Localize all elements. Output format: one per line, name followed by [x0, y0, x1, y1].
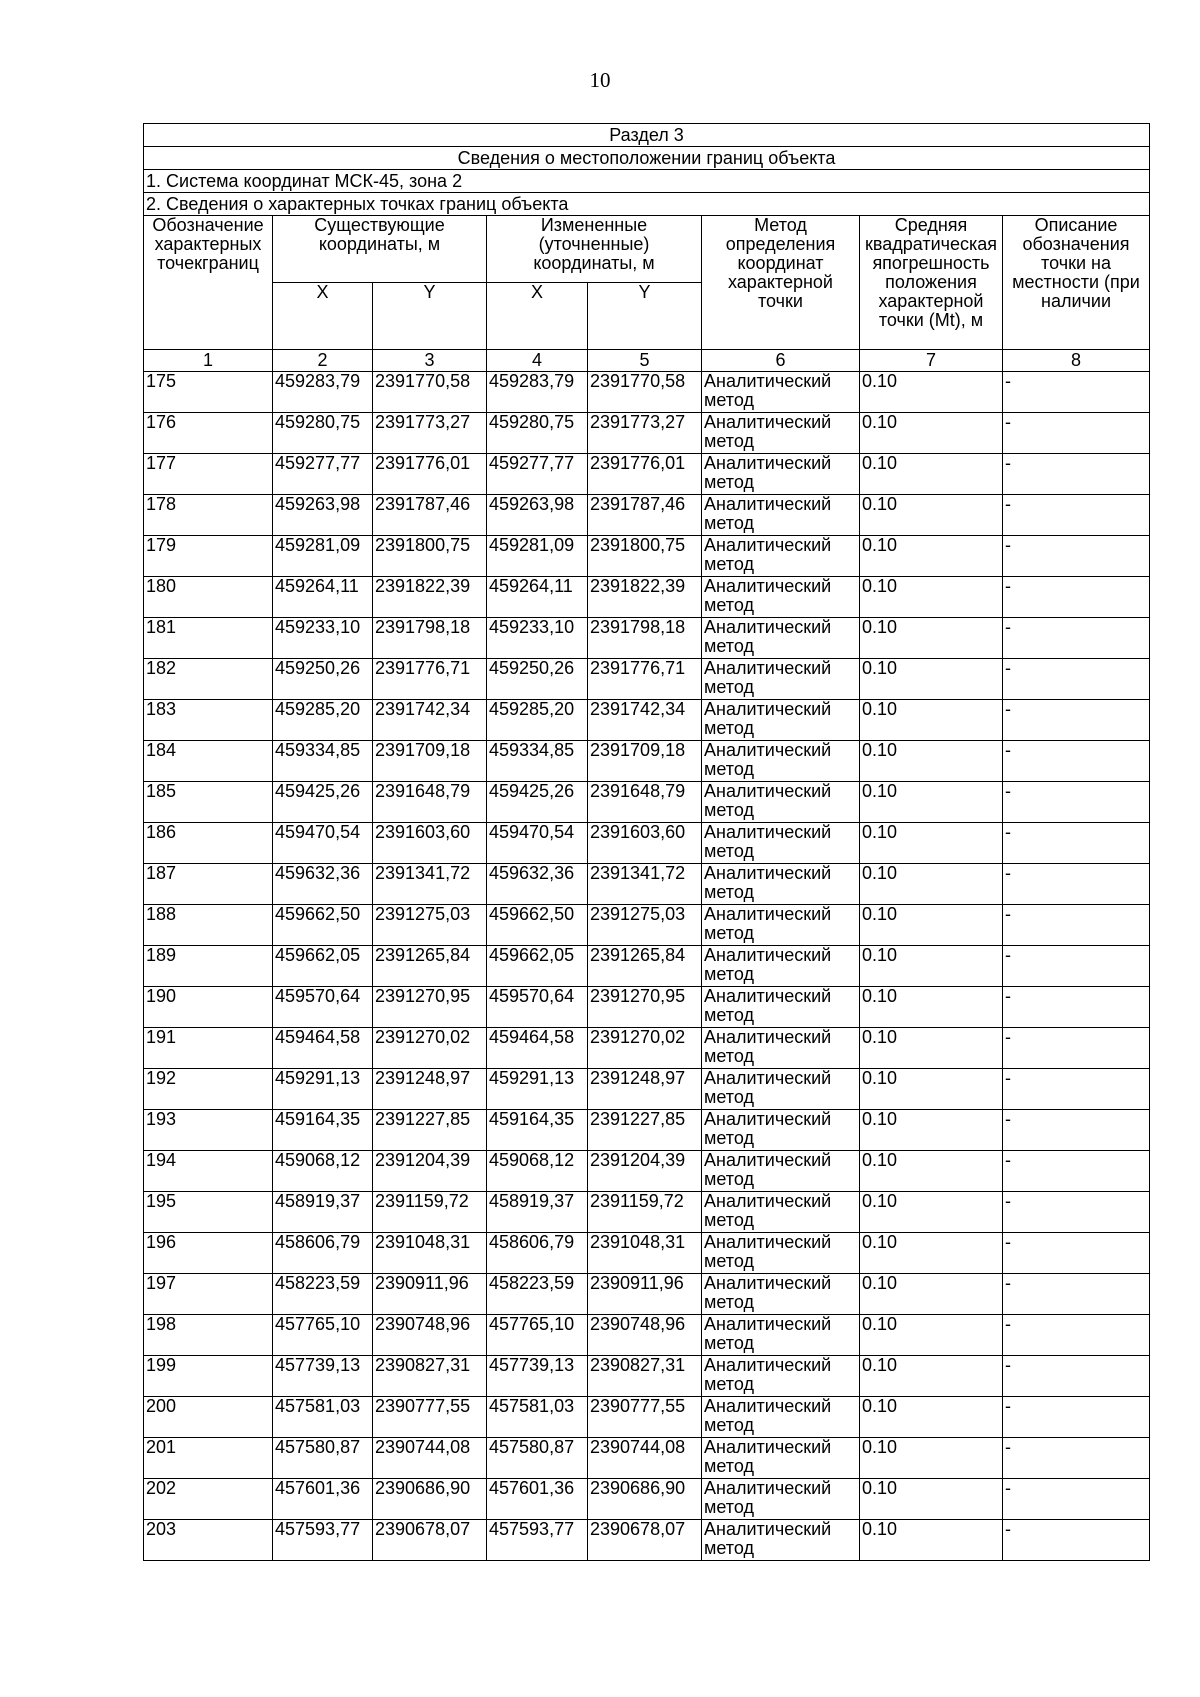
cell-mean-error: 0.10 — [860, 782, 1003, 823]
cell-point-id: 177 — [144, 454, 273, 495]
cell-existing-y: 2391776,01 — [373, 454, 487, 495]
cell-changed-y: 2391770,58 — [588, 372, 702, 413]
cell-method: Аналитический метод — [702, 1274, 860, 1315]
cell-point-id: 195 — [144, 1192, 273, 1233]
cell-mean-error: 0.10 — [860, 864, 1003, 905]
cell-mean-error: 0.10 — [860, 618, 1003, 659]
cell-existing-y: 2390678,07 — [373, 1520, 487, 1561]
cell-changed-x: 459334,85 — [487, 741, 588, 782]
table-row — [144, 1397, 1150, 1438]
cell-existing-y: 2391773,27 — [373, 413, 487, 454]
cell-changed-x: 459632,36 — [487, 864, 588, 905]
cell-changed-y: 2391270,95 — [588, 987, 702, 1028]
table-row — [144, 864, 1150, 905]
cell-existing-x: 459263,98 — [273, 495, 373, 536]
cell-point-id: 176 — [144, 413, 273, 454]
cell-changed-y: 2391270,02 — [588, 1028, 702, 1069]
cell-description: - — [1003, 1069, 1150, 1110]
cell-mean-error: 0.10 — [860, 946, 1003, 987]
cell-point-id: 194 — [144, 1151, 273, 1192]
header-y-changed: Y — [588, 283, 702, 350]
cell-description: - — [1003, 782, 1150, 823]
cell-mean-error: 0.10 — [860, 372, 1003, 413]
cell-existing-y: 2391800,75 — [373, 536, 487, 577]
cell-method: Аналитический метод — [702, 1151, 860, 1192]
column-number: 6 — [702, 350, 860, 372]
cell-existing-y: 2391822,39 — [373, 577, 487, 618]
cell-method: Аналитический метод — [702, 1110, 860, 1151]
cell-point-id: 199 — [144, 1356, 273, 1397]
table-row — [144, 454, 1150, 495]
table-row — [144, 987, 1150, 1028]
cell-description: - — [1003, 454, 1150, 495]
header-existing: Существующие координаты, м — [273, 216, 487, 283]
cell-changed-y: 2391159,72 — [588, 1192, 702, 1233]
cell-changed-x: 459281,09 — [487, 536, 588, 577]
cell-existing-x: 459283,79 — [273, 372, 373, 413]
cell-existing-y: 2391742,34 — [373, 700, 487, 741]
cell-existing-x: 459570,64 — [273, 987, 373, 1028]
cell-changed-y: 2391204,39 — [588, 1151, 702, 1192]
cell-changed-y: 2391265,84 — [588, 946, 702, 987]
cell-existing-y: 2391603,60 — [373, 823, 487, 864]
cell-method: Аналитический метод — [702, 1356, 860, 1397]
cell-mean-error: 0.10 — [860, 413, 1003, 454]
cell-changed-y: 2391800,75 — [588, 536, 702, 577]
cell-changed-y: 2391227,85 — [588, 1110, 702, 1151]
cell-changed-x: 459283,79 — [487, 372, 588, 413]
cell-point-id: 181 — [144, 618, 273, 659]
cell-description: - — [1003, 536, 1150, 577]
table-row — [144, 700, 1150, 741]
cell-point-id: 175 — [144, 372, 273, 413]
cell-mean-error: 0.10 — [860, 659, 1003, 700]
cell-point-id: 178 — [144, 495, 273, 536]
cell-existing-x: 457580,87 — [273, 1438, 373, 1479]
cell-changed-x: 459280,75 — [487, 413, 588, 454]
cell-method: Аналитический метод — [702, 413, 860, 454]
cell-changed-x: 458223,59 — [487, 1274, 588, 1315]
cell-changed-x: 457593,77 — [487, 1520, 588, 1561]
cell-method: Аналитический метод — [702, 536, 860, 577]
cell-existing-x: 459281,09 — [273, 536, 373, 577]
cell-existing-y: 2391227,85 — [373, 1110, 487, 1151]
column-number: 5 — [588, 350, 702, 372]
table-row — [144, 946, 1150, 987]
cell-changed-x: 459425,26 — [487, 782, 588, 823]
cell-method: Аналитический метод — [702, 1192, 860, 1233]
cell-description: - — [1003, 1274, 1150, 1315]
cell-method: Аналитический метод — [702, 372, 860, 413]
table-row — [144, 905, 1150, 946]
cell-description: - — [1003, 1192, 1150, 1233]
cell-changed-x: 459277,77 — [487, 454, 588, 495]
cell-description: - — [1003, 1233, 1150, 1274]
header-x-existing: X — [273, 283, 373, 350]
cell-existing-x: 457765,10 — [273, 1315, 373, 1356]
table-row — [144, 1520, 1150, 1561]
cell-existing-x: 459164,35 — [273, 1110, 373, 1151]
cell-method: Аналитический метод — [702, 1315, 860, 1356]
cell-method: Аналитический метод — [702, 618, 860, 659]
cell-existing-y: 2391275,03 — [373, 905, 487, 946]
cell-mean-error: 0.10 — [860, 1356, 1003, 1397]
cell-mean-error: 0.10 — [860, 1397, 1003, 1438]
cell-mean-error: 0.10 — [860, 536, 1003, 577]
cell-changed-y: 2390744,08 — [588, 1438, 702, 1479]
cell-description: - — [1003, 659, 1150, 700]
cell-method: Аналитический метод — [702, 823, 860, 864]
cell-existing-x: 459334,85 — [273, 741, 373, 782]
cell-method: Аналитический метод — [702, 700, 860, 741]
cell-mean-error: 0.10 — [860, 987, 1003, 1028]
cell-existing-x: 459425,26 — [273, 782, 373, 823]
cell-mean-error: 0.10 — [860, 823, 1003, 864]
column-number: 8 — [1003, 350, 1150, 372]
cell-existing-y: 2390911,96 — [373, 1274, 487, 1315]
cell-changed-y: 2391787,46 — [588, 495, 702, 536]
cell-changed-y: 2390748,96 — [588, 1315, 702, 1356]
cell-mean-error: 0.10 — [860, 905, 1003, 946]
cell-existing-y: 2391709,18 — [373, 741, 487, 782]
cell-changed-y: 2390678,07 — [588, 1520, 702, 1561]
cell-existing-y: 2391648,79 — [373, 782, 487, 823]
cell-point-id: 201 — [144, 1438, 273, 1479]
cell-point-id: 186 — [144, 823, 273, 864]
table-row — [144, 1069, 1150, 1110]
cell-changed-x: 457765,10 — [487, 1315, 588, 1356]
cell-existing-x: 457601,36 — [273, 1479, 373, 1520]
cell-description: - — [1003, 495, 1150, 536]
cell-changed-x: 459263,98 — [487, 495, 588, 536]
table-row — [144, 782, 1150, 823]
cell-changed-x: 459662,50 — [487, 905, 588, 946]
cell-mean-error: 0.10 — [860, 1438, 1003, 1479]
column-number: 7 — [860, 350, 1003, 372]
column-numbers-row — [144, 350, 1150, 372]
table-row — [144, 1151, 1150, 1192]
cell-mean-error: 0.10 — [860, 1479, 1003, 1520]
cell-point-id: 179 — [144, 536, 273, 577]
cell-existing-y: 2390748,96 — [373, 1315, 487, 1356]
cell-changed-x: 459470,54 — [487, 823, 588, 864]
table-row — [144, 372, 1150, 413]
cell-point-id: 197 — [144, 1274, 273, 1315]
cell-changed-x: 457601,36 — [487, 1479, 588, 1520]
cell-existing-y: 2390686,90 — [373, 1479, 487, 1520]
cell-description: - — [1003, 1479, 1150, 1520]
cell-method: Аналитический метод — [702, 741, 860, 782]
column-number: 1 — [144, 350, 273, 372]
cell-description: - — [1003, 987, 1150, 1028]
table-row — [144, 1028, 1150, 1069]
table-row — [144, 741, 1150, 782]
cell-point-id: 180 — [144, 577, 273, 618]
cell-mean-error: 0.10 — [860, 1151, 1003, 1192]
table-row — [144, 1315, 1150, 1356]
cell-description: - — [1003, 577, 1150, 618]
cell-changed-x: 459264,11 — [487, 577, 588, 618]
table-row — [144, 618, 1150, 659]
cell-changed-y: 2391248,97 — [588, 1069, 702, 1110]
cell-point-id: 183 — [144, 700, 273, 741]
cell-description: - — [1003, 1110, 1150, 1151]
table-row — [144, 536, 1150, 577]
cell-point-id: 185 — [144, 782, 273, 823]
cell-mean-error: 0.10 — [860, 741, 1003, 782]
cell-description: - — [1003, 1438, 1150, 1479]
cell-method: Аналитический метод — [702, 1233, 860, 1274]
header-y-existing: Y — [373, 283, 487, 350]
cell-mean-error: 0.10 — [860, 1069, 1003, 1110]
cell-method: Аналитический метод — [702, 864, 860, 905]
cell-changed-y: 2391275,03 — [588, 905, 702, 946]
cell-changed-y: 2391776,01 — [588, 454, 702, 495]
cell-point-id: 189 — [144, 946, 273, 987]
cell-mean-error: 0.10 — [860, 454, 1003, 495]
cell-changed-x: 458919,37 — [487, 1192, 588, 1233]
table-row — [144, 1110, 1150, 1151]
cell-description: - — [1003, 1356, 1150, 1397]
table-row — [144, 1233, 1150, 1274]
header-x-changed: X — [487, 283, 588, 350]
cell-point-id: 203 — [144, 1520, 273, 1561]
cell-method: Аналитический метод — [702, 659, 860, 700]
table-row — [144, 577, 1150, 618]
cell-point-id: 193 — [144, 1110, 273, 1151]
cell-mean-error: 0.10 — [860, 495, 1003, 536]
cell-existing-x: 458223,59 — [273, 1274, 373, 1315]
cell-mean-error: 0.10 — [860, 1192, 1003, 1233]
cell-existing-x: 459280,75 — [273, 413, 373, 454]
cell-point-id: 202 — [144, 1479, 273, 1520]
cell-point-id: 187 — [144, 864, 273, 905]
cell-existing-x: 459464,58 — [273, 1028, 373, 1069]
cell-mean-error: 0.10 — [860, 1028, 1003, 1069]
cell-changed-x: 459464,58 — [487, 1028, 588, 1069]
cell-changed-y: 2390686,90 — [588, 1479, 702, 1520]
cell-existing-y: 2391265,84 — [373, 946, 487, 987]
table-row — [144, 1192, 1150, 1233]
points-heading: 2. Сведения о характерных точках границ объекта — [144, 193, 1150, 216]
cell-changed-y: 2391822,39 — [588, 577, 702, 618]
cell-mean-error: 0.10 — [860, 1274, 1003, 1315]
cell-existing-x: 457739,13 — [273, 1356, 373, 1397]
cell-existing-x: 459662,50 — [273, 905, 373, 946]
cell-existing-x: 459250,26 — [273, 659, 373, 700]
cell-point-id: 188 — [144, 905, 273, 946]
cell-method: Аналитический метод — [702, 1069, 860, 1110]
cell-existing-x: 459233,10 — [273, 618, 373, 659]
table-row — [144, 413, 1150, 454]
cell-mean-error: 0.10 — [860, 1520, 1003, 1561]
section-subtitle: Сведения о местоположении границ объекта — [144, 147, 1150, 170]
cell-point-id: 184 — [144, 741, 273, 782]
cell-existing-y: 2391770,58 — [373, 372, 487, 413]
column-number: 3 — [373, 350, 487, 372]
cell-existing-y: 2391048,31 — [373, 1233, 487, 1274]
cell-mean-error: 0.10 — [860, 1315, 1003, 1356]
cell-mean-error: 0.10 — [860, 577, 1003, 618]
cell-changed-y: 2390911,96 — [588, 1274, 702, 1315]
header-changed: Измененные (уточненные) координаты, м — [487, 216, 702, 283]
cell-method: Аналитический метод — [702, 1028, 860, 1069]
cell-existing-x: 459291,13 — [273, 1069, 373, 1110]
cell-description: - — [1003, 413, 1150, 454]
cell-method: Аналитический метод — [702, 987, 860, 1028]
cell-method: Аналитический метод — [702, 454, 860, 495]
cell-description: - — [1003, 741, 1150, 782]
cell-existing-y: 2390777,55 — [373, 1397, 487, 1438]
cell-point-id: 190 — [144, 987, 273, 1028]
cell-existing-x: 459277,77 — [273, 454, 373, 495]
cell-mean-error: 0.10 — [860, 700, 1003, 741]
header-designation: Обозначение характерных точекграниц — [144, 216, 273, 350]
cell-changed-x: 459570,64 — [487, 987, 588, 1028]
cell-changed-y: 2390777,55 — [588, 1397, 702, 1438]
table-row — [144, 1274, 1150, 1315]
cell-changed-x: 459164,35 — [487, 1110, 588, 1151]
cell-changed-x: 458606,79 — [487, 1233, 588, 1274]
cell-method: Аналитический метод — [702, 495, 860, 536]
cell-changed-x: 459285,20 — [487, 700, 588, 741]
cell-changed-x: 459662,05 — [487, 946, 588, 987]
table-row — [144, 1479, 1150, 1520]
cell-changed-x: 457581,03 — [487, 1397, 588, 1438]
cell-existing-y: 2391270,95 — [373, 987, 487, 1028]
cell-changed-y: 2391798,18 — [588, 618, 702, 659]
cell-existing-x: 459632,36 — [273, 864, 373, 905]
cell-existing-x: 458606,79 — [273, 1233, 373, 1274]
cell-method: Аналитический метод — [702, 577, 860, 618]
cell-changed-y: 2391048,31 — [588, 1233, 702, 1274]
section-title: Раздел 3 — [144, 124, 1150, 147]
cell-description: - — [1003, 864, 1150, 905]
cell-existing-y: 2391787,46 — [373, 495, 487, 536]
cell-description: - — [1003, 905, 1150, 946]
cell-description: - — [1003, 618, 1150, 659]
cell-changed-x: 459233,10 — [487, 618, 588, 659]
cell-description: - — [1003, 946, 1150, 987]
cell-method: Аналитический метод — [702, 1479, 860, 1520]
cell-existing-y: 2391798,18 — [373, 618, 487, 659]
cell-changed-y: 2391776,71 — [588, 659, 702, 700]
cell-point-id: 182 — [144, 659, 273, 700]
page-number: 10 — [589, 68, 611, 92]
table-row — [144, 1438, 1150, 1479]
coord-system: 1. Система координат МСК-45, зона 2 — [144, 170, 1150, 193]
cell-existing-x: 457581,03 — [273, 1397, 373, 1438]
cell-existing-x: 459068,12 — [273, 1151, 373, 1192]
column-number: 2 — [273, 350, 373, 372]
cell-existing-x: 459264,11 — [273, 577, 373, 618]
cell-existing-y: 2391776,71 — [373, 659, 487, 700]
cell-changed-x: 457739,13 — [487, 1356, 588, 1397]
cell-existing-y: 2390744,08 — [373, 1438, 487, 1479]
cell-method: Аналитический метод — [702, 1438, 860, 1479]
cell-existing-y: 2390827,31 — [373, 1356, 487, 1397]
header-method: Метод определения координат характерной точки — [702, 216, 860, 350]
cell-changed-y: 2391742,34 — [588, 700, 702, 741]
cell-point-id: 191 — [144, 1028, 273, 1069]
cell-existing-y: 2391248,97 — [373, 1069, 487, 1110]
cell-description: - — [1003, 1028, 1150, 1069]
cell-changed-x: 459291,13 — [487, 1069, 588, 1110]
table-row — [144, 659, 1150, 700]
cell-existing-x: 459470,54 — [273, 823, 373, 864]
cell-mean-error: 0.10 — [860, 1110, 1003, 1151]
column-number: 4 — [487, 350, 588, 372]
cell-changed-y: 2391603,60 — [588, 823, 702, 864]
header-error: Средняя квадратическая япогрешность положения характерной точки (Mt), м — [860, 216, 1003, 350]
cell-existing-y: 2391159,72 — [373, 1192, 487, 1233]
cell-description: - — [1003, 1520, 1150, 1561]
cell-changed-y: 2391709,18 — [588, 741, 702, 782]
cell-existing-x: 459662,05 — [273, 946, 373, 987]
cell-description: - — [1003, 1397, 1150, 1438]
cell-existing-x: 459285,20 — [273, 700, 373, 741]
header-description: Описание обозначения точки на местности (при наличии — [1003, 216, 1150, 350]
cell-description: - — [1003, 372, 1150, 413]
cell-changed-y: 2391648,79 — [588, 782, 702, 823]
cell-existing-y: 2391341,72 — [373, 864, 487, 905]
cell-point-id: 196 — [144, 1233, 273, 1274]
cell-description: - — [1003, 823, 1150, 864]
cell-changed-y: 2391341,72 — [588, 864, 702, 905]
cell-changed-x: 457580,87 — [487, 1438, 588, 1479]
cell-changed-y: 2390827,31 — [588, 1356, 702, 1397]
cell-mean-error: 0.10 — [860, 1233, 1003, 1274]
cell-description: - — [1003, 1151, 1150, 1192]
cell-description: - — [1003, 700, 1150, 741]
cell-point-id: 198 — [144, 1315, 273, 1356]
table-row — [144, 1356, 1150, 1397]
cell-changed-y: 2391773,27 — [588, 413, 702, 454]
cell-existing-x: 457593,77 — [273, 1520, 373, 1561]
cell-existing-y: 2391270,02 — [373, 1028, 487, 1069]
cell-existing-x: 458919,37 — [273, 1192, 373, 1233]
boundary-points-table — [143, 123, 1150, 1561]
cell-description: - — [1003, 1315, 1150, 1356]
cell-method: Аналитический метод — [702, 782, 860, 823]
cell-method: Аналитический метод — [702, 1397, 860, 1438]
cell-changed-x: 459068,12 — [487, 1151, 588, 1192]
cell-existing-y: 2391204,39 — [373, 1151, 487, 1192]
cell-changed-x: 459250,26 — [487, 659, 588, 700]
table-row — [144, 495, 1150, 536]
cell-point-id: 200 — [144, 1397, 273, 1438]
cell-method: Аналитический метод — [702, 905, 860, 946]
cell-method: Аналитический метод — [702, 1520, 860, 1561]
table-row — [144, 823, 1150, 864]
cell-point-id: 192 — [144, 1069, 273, 1110]
cell-method: Аналитический метод — [702, 946, 860, 987]
